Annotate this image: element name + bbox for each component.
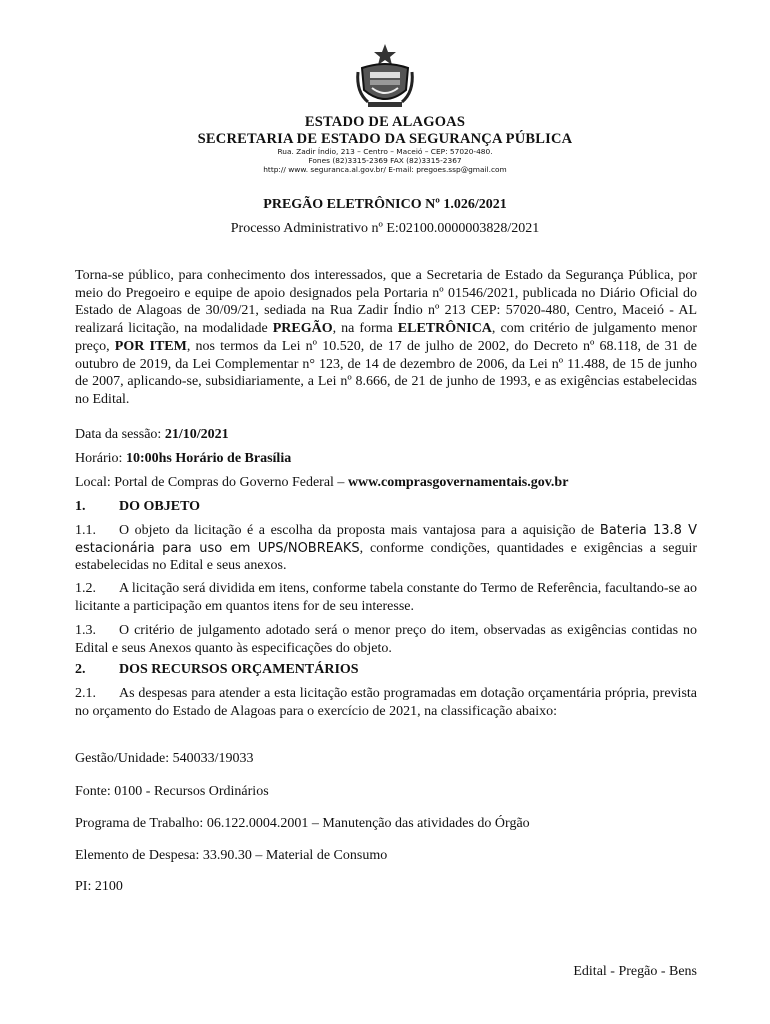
address-line: Rua. Zadir Índio, 213 – Centro – Maceió – CEP: 57020-480. — [277, 147, 493, 156]
form: ELETRÔNICA — [397, 321, 492, 337]
item-1-2 — [75, 580, 697, 615]
item-text: O critério de julgamento adotado será o menor preço do item, observadas as exigências contidas no Edital e seus Anexos quanto às especificações do objeto. — [75, 623, 697, 656]
item-1-1 — [75, 522, 697, 575]
item-text: As despesas para atender a esta licitação estão programadas em dotação orçamentária própria, prevista no orçamento do Estado de Alagoas para o exercício de 2021, na classificação abaixo: — [75, 686, 697, 719]
state-coat-of-arms-icon — [354, 42, 416, 112]
session-local-value: www.comprasgovernamentais.gov.br — [347, 475, 569, 490]
process-number: Processo Administrativo nº E:02100.0000003828/2021 — [230, 221, 540, 236]
item-number: 1.2. — [75, 581, 96, 596]
section-number: 2. — [75, 662, 86, 677]
gestao-line: Gestão/Unidade: 540033/19033 — [75, 751, 254, 766]
modality: PREGÃO — [272, 321, 333, 337]
document-title: PREGÃO ELETRÔNICO Nº 1.026/2021 — [263, 197, 507, 212]
item-1-3 — [75, 622, 697, 657]
item-number: 2.1. — [75, 686, 96, 701]
session-date — [75, 426, 697, 444]
state-name: ESTADO DE ALAGOAS — [304, 114, 466, 130]
section-1-heading — [75, 498, 697, 516]
session-time-label: Horário: — [75, 451, 126, 466]
session-local — [75, 474, 697, 492]
criterion: POR ITEM — [114, 338, 187, 354]
secretaria-name: SECRETARIA DE ESTADO DA SEGURANÇA PÚBLICA — [197, 131, 573, 147]
item-2-1 — [75, 685, 697, 720]
programa-line: Programa de Trabalho: 06.122.0004.2001 – Manutenção das atividades do Órgão — [75, 816, 530, 831]
section-title: DOS RECURSOS ORÇAMENTÁRIOS — [119, 662, 359, 677]
elemento-line: Elemento de Despesa: 33.90.30 – Material de Consumo — [75, 848, 388, 863]
session-date-value: 21/10/2021 — [164, 427, 229, 442]
intro-text: , na forma — [332, 321, 398, 337]
page-footer: Edital - Pregão - Bens — [573, 964, 697, 979]
phones-line: Fones (82)3315-2369 FAX (82)3315-2367 — [308, 156, 462, 165]
item-text: O objeto da licitação é a escolha da proposta mais vantajosa para a aquisição de — [119, 523, 600, 538]
item-number: 1.3. — [75, 623, 96, 638]
session-time — [75, 450, 697, 468]
intro-text: Torna-se público, para conhecimento dos interessados, que a Secretaria de Estado da Segurança Pública, por meio do Pregoeiro e equipe de apoio designados pela Portaria nº 01546/2021, publicada no Diário Oficial do Estado de Alagoas de 30/09/21, sediada na Rua Zadir Índio nº 213 CEP: 57020-480, Centro, Maceió - AL realizará licitação, na modalidade — [75, 268, 697, 337]
pi-line: PI: 2100 — [75, 879, 123, 894]
session-local-label: Local: Portal de Compras do Governo Federal – — [75, 475, 348, 490]
item-object: Bateria 13.8 V estacionária para uso em UPS/NOBREAKS — [75, 523, 697, 556]
web-line: http:// www. seguranca.al.gov.br/ E-mail: pregoes.ssp@gmail.com — [263, 165, 507, 174]
fonte-line: Fonte: 0100 - Recursos Ordinários — [75, 784, 269, 799]
section-number: 1. — [75, 499, 86, 514]
item-text: , conforme condições, quantidades e exigências a seguir estabelecidas no Edital e seus anexos. — [75, 540, 698, 574]
section-2-heading — [75, 661, 697, 679]
item-number: 1.1. — [75, 523, 96, 538]
intro-text: , com critério de julgamento menor preço, — [75, 321, 697, 354]
session-date-label: Data da sessão: — [75, 427, 165, 442]
intro-text: , nos termos da Lei nº 10.520, de 17 de julho de 2002, do Decreto nº 68.118, de 31 de outubro de 2019, da Lei Complementar n° 123, de 14 de dezembro de 2006, da Lei nº 11.488, de 15 de junho de 2007, aplicando-se, subsidiariamente, a Lei nº 8.666, de 21 de junho de 1993, e as exigências estabelecidas no Edital. — [75, 338, 698, 407]
session-time-value: 10:00hs Horário de Brasília — [125, 451, 292, 466]
intro-paragraph — [75, 267, 697, 409]
section-title: DO OBJETO — [119, 499, 201, 514]
item-text: A licitação será dividida em itens, conforme tabela constante do Termo de Referência, facultando-se ao licitante a participação em quantos itens for de seu interesse. — [75, 581, 697, 614]
